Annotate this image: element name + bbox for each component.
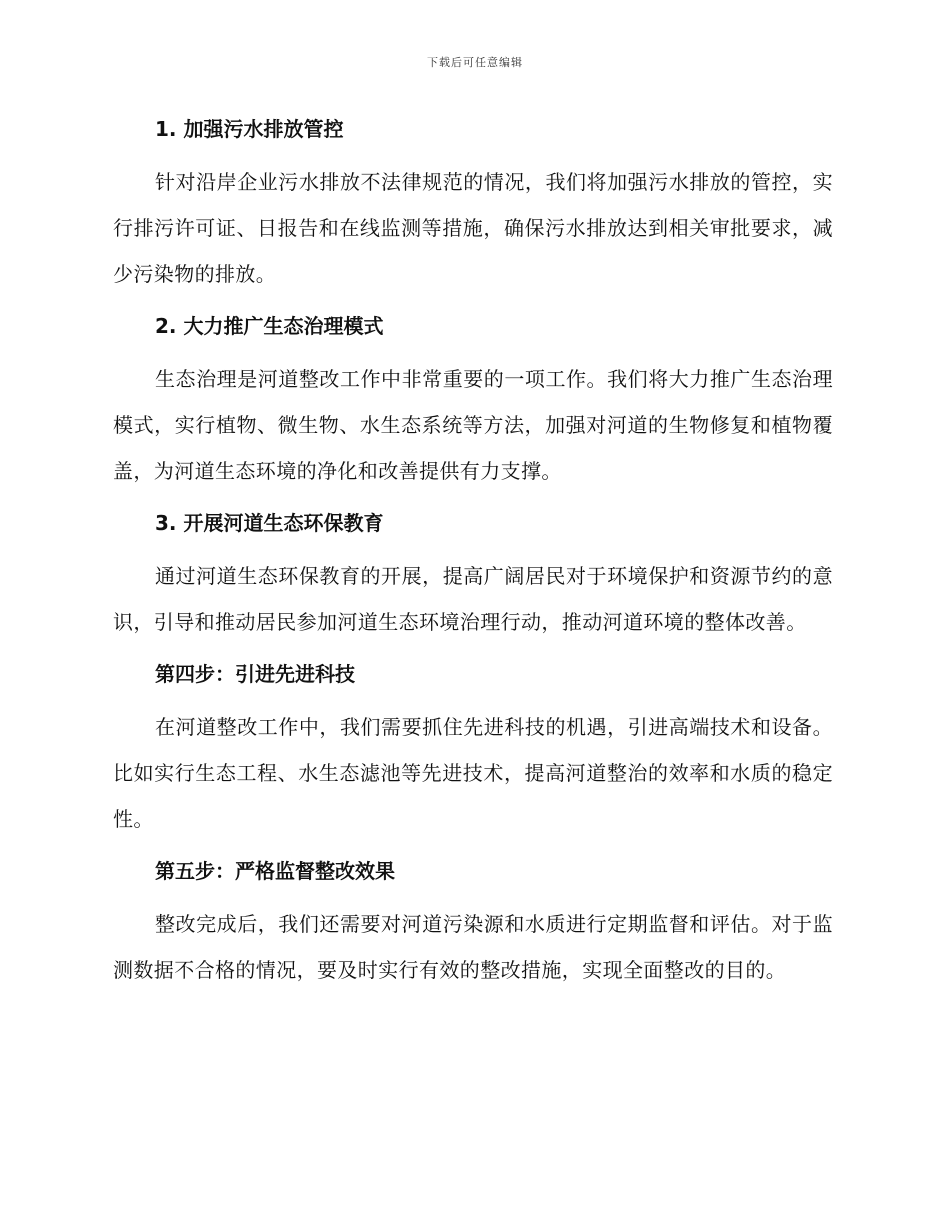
section-paragraph: 通过河道生态环保教育的开展，提高广阔居民对于环境保护和资源节约的意识，引导和推动居民参加河道生态环境治理行动，推动河道环境的整体改善。 xyxy=(113,564,833,634)
section-heading: 第五步：严格监督整改效果 xyxy=(155,859,395,883)
section-paragraph: 整改完成后，我们还需要对河道污染源和水质进行定期监督和评估。对于监测数据不合格的情况，要及时实行有效的整改措施，实现全面整改的目的。 xyxy=(113,912,833,982)
section-paragraph: 生态治理是河道整改工作中非常重要的一项工作。我们将大力推广生态治理模式，实行植物、微生物、水生态系统等方法，加强对河道的生物修复和植物覆盖，为河道生态环境的净化和改善提供有力支撑。 xyxy=(113,367,833,483)
section-paragraph: 针对沿岸企业污水排放不法律规范的情况，我们将加强污水排放的管控，实行排污许可证、日报告和在线监测等措施，确保污水排放达到相关审批要求，减少污染物的排放。 xyxy=(113,170,833,286)
section-heading: 2. 大力推广生态治理模式 xyxy=(155,314,384,338)
document-body xyxy=(113,112,833,1005)
section-heading: 第四步：引进先进科技 xyxy=(155,662,355,686)
page-header: 下载后可任意编辑 xyxy=(427,56,523,69)
section-paragraph: 在河道整改工作中，我们需要抓住先进科技的机遇，引进高端技术和设备。比如实行生态工程、水生态滤池等先进技术，提高河道整治的效率和水质的稳定性。 xyxy=(113,715,833,831)
section-heading: 3. 开展河道生态环保教育 xyxy=(155,511,384,535)
section-heading: 1. 加强污水排放管控 xyxy=(155,117,344,141)
